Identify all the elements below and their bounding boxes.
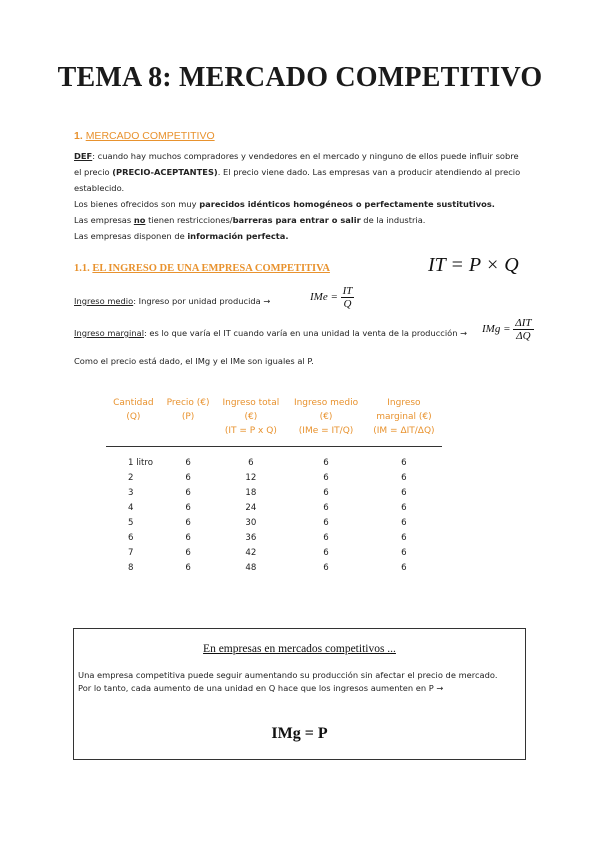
barriers-paragraph bbox=[74, 212, 528, 228]
def-label: DEF bbox=[74, 151, 93, 161]
header-ingreso-marginal: Ingreso marginal (€) (IM = ΔIT/ΔQ) bbox=[366, 396, 442, 447]
barriers-bold: barreras para entrar o salir bbox=[232, 215, 361, 225]
table-header-row bbox=[106, 396, 442, 447]
section-1-1-number: 1.1. bbox=[74, 263, 90, 274]
ingreso-medio-line bbox=[74, 296, 270, 306]
ingreso-medio-text: : Ingreso por unidad producida → bbox=[133, 296, 271, 306]
ime-denominator: Q bbox=[343, 298, 352, 310]
section-1-number: 1. bbox=[74, 130, 83, 142]
ime-formula bbox=[310, 285, 354, 310]
header-precio: Precio (€) (P) bbox=[161, 396, 216, 447]
page-title: TEMA 8: MERCADO COMPETITIVO bbox=[57, 62, 543, 93]
img-lhs: IMg = bbox=[482, 323, 511, 336]
table-row: 3 6 18 6 6 bbox=[128, 487, 407, 498]
table-row: 1 litro 6 6 6 6 bbox=[128, 457, 407, 468]
ime-lhs: IMe = bbox=[310, 291, 338, 304]
ingreso-medio-label: Ingreso medio bbox=[74, 296, 134, 306]
img-equals-p-formula: IMg = P bbox=[271, 725, 328, 742]
barriers-text-2: tienen restricciones/ bbox=[145, 215, 233, 225]
header-ingreso-medio: Ingreso medio (€) (IMe = IT/Q) bbox=[286, 396, 366, 447]
definition-paragraph bbox=[74, 148, 528, 196]
header-cantidad: Cantidad (Q) bbox=[106, 396, 161, 447]
table-row: 4 6 24 6 6 bbox=[128, 502, 407, 513]
table-row: 7 6 42 6 6 bbox=[128, 547, 407, 558]
img-denominator: ΔQ bbox=[516, 330, 531, 342]
revenue-table bbox=[106, 396, 442, 575]
def-text-2: . El precio viene dado. Las empresas van a producir atendiendo al precio establecido. bbox=[74, 167, 521, 193]
it-formula: IT = P × Q bbox=[428, 254, 519, 276]
equality-note: Como el precio está dado, el IMg y el IMe son iguales al P. bbox=[74, 356, 314, 366]
header-ingreso-total: Ingreso total (€) (IT = P x Q) bbox=[215, 396, 286, 447]
ingreso-marginal-label: Ingreso marginal bbox=[74, 328, 144, 338]
img-formula bbox=[482, 317, 534, 342]
ime-fraction bbox=[341, 285, 355, 310]
img-fraction bbox=[513, 317, 533, 342]
def-text-1: : cuando hay muchos compradores y vendedores en el mercado y ninguno de ellos puede influir sobre el precio bbox=[74, 151, 519, 177]
info-paragraph bbox=[74, 228, 528, 244]
summary-text-1: Una empresa competitiva puede seguir aumentando su producción sin afectar el precio de mercado. bbox=[78, 670, 498, 680]
ingreso-marginal-line bbox=[74, 328, 467, 338]
section-1-1-heading bbox=[74, 263, 330, 274]
info-text: Las empresas disponen de bbox=[74, 231, 188, 241]
table-row: 6 6 36 6 6 bbox=[128, 532, 407, 543]
table-row: 2 6 12 6 6 bbox=[128, 472, 407, 483]
section-1-heading bbox=[74, 130, 215, 142]
goods-bold: parecidos idénticos homogéneos o perfectamente sustitutivos. bbox=[199, 199, 495, 209]
goods-paragraph bbox=[74, 196, 528, 212]
section-1-1-title: EL INGRESO DE UNA EMPRESA COMPETITIVA bbox=[92, 263, 330, 274]
summary-box bbox=[73, 628, 526, 760]
section-1-title: MERCADO COMPETITIVO bbox=[85, 130, 215, 142]
img-numerator: ΔIT bbox=[515, 317, 532, 329]
summary-box-text bbox=[78, 669, 521, 695]
barriers-text-3: de la industria. bbox=[360, 215, 426, 225]
goods-text: Los bienes ofrecidos son muy bbox=[74, 199, 200, 209]
summary-box-title: En empresas en mercados competitivos ... bbox=[203, 643, 396, 655]
summary-text-2: Por lo tanto, cada aumento de una unidad en Q hace que los ingresos aumenten en P → bbox=[78, 683, 444, 693]
info-bold: información perfecta. bbox=[187, 231, 289, 241]
ime-numerator: IT bbox=[342, 285, 353, 297]
table-row: 5 6 30 6 6 bbox=[128, 517, 407, 528]
table-row: 8 6 48 6 6 bbox=[128, 562, 407, 573]
ingreso-marginal-text: : es lo que varía el IT cuando varía en una unidad la venta de la producción → bbox=[144, 328, 468, 338]
barriers-text-1: Las empresas bbox=[74, 215, 134, 225]
barriers-no: no bbox=[133, 215, 146, 225]
def-bold: (PRECIO-ACEPTANTES) bbox=[112, 167, 218, 177]
